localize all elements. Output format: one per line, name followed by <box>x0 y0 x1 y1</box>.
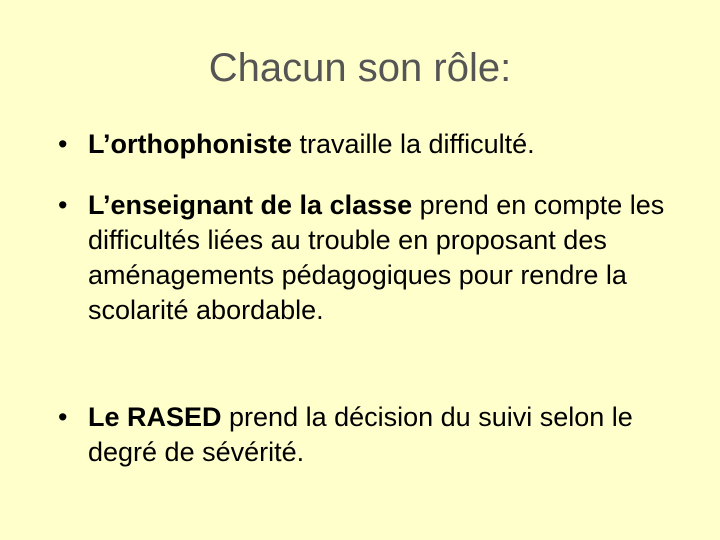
bullet-dot-icon: • <box>58 402 68 432</box>
bullet-lead-text: L’enseignant de la classe <box>88 190 413 220</box>
bullet-dot-icon: • <box>58 190 68 220</box>
bullet-item-enseignant <box>58 188 678 328</box>
bullet-body-text: travaille la difficulté. <box>291 129 535 159</box>
bullet-lead-text: Le RASED <box>88 402 222 432</box>
bullet-text <box>88 188 678 328</box>
bullet-item-orthophoniste <box>58 127 678 162</box>
bullet-text <box>88 400 678 470</box>
bullet-dot-icon: • <box>58 129 68 159</box>
slide-title: Chacun son rôle: <box>208 46 512 90</box>
bullet-lead-text: L’orthophoniste <box>88 129 292 159</box>
bullet-body-text: prend en compte les difficultés liées au trouble en proposant des aménagements pédagogiques pour rendre la scolarité abordable. <box>88 190 665 325</box>
bullet-item-rased <box>58 400 678 470</box>
bullet-text <box>88 127 678 162</box>
bullet-body-text: prend la décision du suivi selon le degré de sévérité. <box>88 402 633 467</box>
